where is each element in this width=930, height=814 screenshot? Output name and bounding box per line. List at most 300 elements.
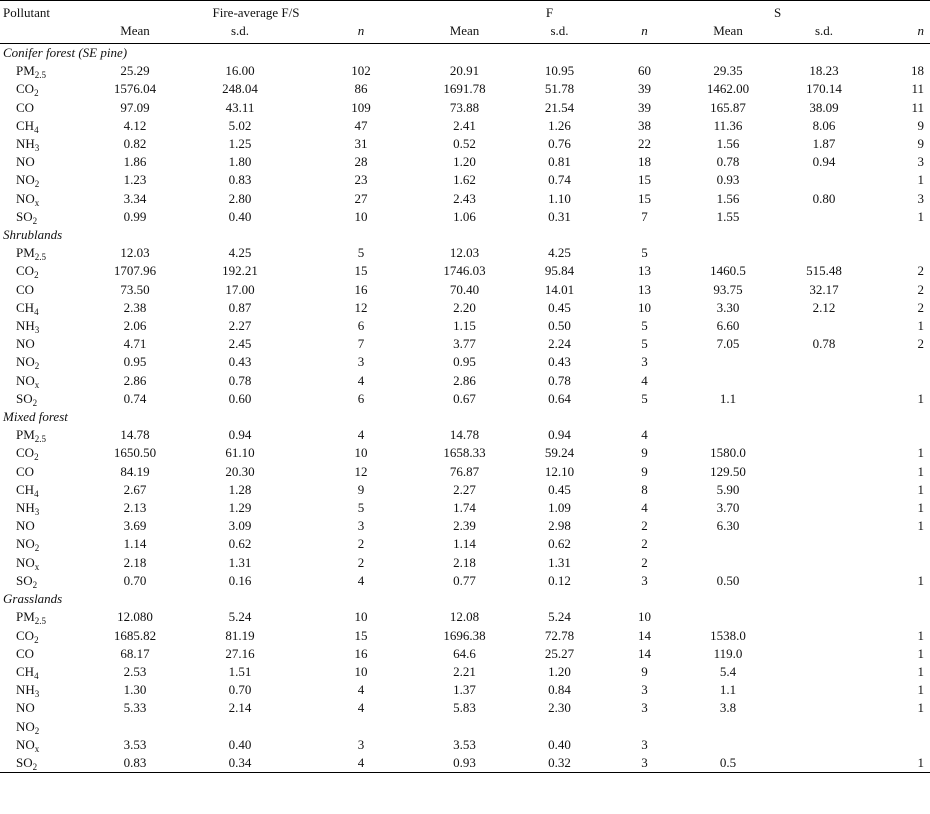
value-cell: 5: [641, 336, 648, 352]
pollutant-subscript: 2.5: [34, 70, 47, 81]
value-cell: 3: [641, 682, 648, 698]
value-cell: [874, 718, 930, 736]
value-cell: 1580.0: [710, 445, 746, 461]
section-title: Mixed forest: [3, 409, 68, 425]
section-header-row: [0, 44, 930, 63]
value-cell: 0.95: [453, 354, 476, 370]
value-cell: [774, 681, 874, 699]
value-cell: 1462.00: [706, 81, 750, 97]
value-cell: 15: [354, 627, 368, 643]
value-cell: 10: [638, 299, 652, 315]
pollutant-cell: [0, 262, 95, 280]
value-cell: 4: [357, 372, 365, 388]
value-cell: 3.53: [453, 736, 476, 752]
pollutant-name: PM: [16, 245, 35, 261]
section-header-row: [0, 226, 930, 244]
value-cell: 28: [354, 154, 368, 170]
value-cell: 2.12: [812, 299, 836, 315]
value-cell: 39: [638, 99, 652, 115]
value-cell: 68.17: [120, 645, 150, 661]
value-cell: [682, 554, 774, 572]
value-cell: 1.37: [453, 682, 476, 698]
value-cell: [874, 372, 930, 390]
value-cell: 109: [351, 99, 371, 115]
value-cell: 2.06: [123, 318, 147, 334]
value-cell: 192.21: [222, 263, 258, 279]
value-cell: [774, 627, 874, 645]
pollutant-subscript: 2: [34, 634, 39, 645]
value-cell: 7: [357, 336, 365, 352]
pollutant-cell: [0, 663, 95, 681]
pollutant-subscript: 2: [34, 270, 39, 281]
table-row: [0, 153, 930, 171]
pollutant-name: CO: [16, 81, 35, 97]
value-cell: 9: [917, 136, 925, 152]
value-cell: 97.09: [120, 99, 150, 115]
value-cell: 10: [354, 609, 368, 625]
value-cell: 2.21: [453, 663, 476, 679]
value-cell: 2: [917, 263, 925, 279]
value-cell: 1650.50: [113, 445, 157, 461]
pollutant-name: PM: [16, 63, 35, 79]
value-cell: 43.11: [225, 99, 255, 115]
pollutant-name: CO: [16, 645, 35, 661]
pollutant-subscript: 2.5: [34, 252, 47, 263]
value-cell: 1: [917, 627, 925, 643]
pollutant-cell: [0, 390, 95, 408]
pollutant-subscript: x: [34, 743, 40, 754]
pollutant-cell: [0, 117, 95, 135]
pollutant-name: NO: [16, 190, 35, 206]
value-cell: 0.16: [228, 572, 252, 588]
mean-header: Mean: [95, 23, 175, 44]
value-cell: [774, 317, 874, 335]
value-cell: 3: [357, 354, 365, 370]
value-cell: 17.00: [225, 281, 255, 297]
value-cell: 2.43: [453, 190, 476, 206]
value-cell: 2.86: [123, 372, 147, 388]
value-cell: 515.48: [806, 263, 842, 279]
pollutant-subscript: 2.5: [34, 434, 47, 445]
value-cell: 1.10: [548, 190, 571, 206]
value-cell: 93.75: [713, 281, 743, 297]
pollutant-cell: [0, 317, 95, 335]
value-cell: 5.4: [719, 663, 737, 679]
value-cell: [774, 535, 874, 553]
value-cell: 1: [917, 463, 925, 479]
value-cell: 0.83: [95, 754, 175, 773]
table-row: [0, 335, 930, 353]
value-cell: 5.24: [228, 609, 252, 625]
value-cell: 170.14: [806, 81, 842, 97]
pollutant-name: NO: [16, 372, 35, 388]
value-cell: 8.06: [812, 117, 836, 133]
value-cell: 3: [357, 518, 365, 534]
section-title: Shrublands: [3, 227, 63, 243]
value-cell: 13: [638, 263, 652, 279]
pollutant-name: SO: [16, 208, 33, 224]
value-cell: 0.32: [512, 754, 607, 773]
table-row: [0, 736, 930, 754]
value-cell: 1.20: [548, 663, 571, 679]
value-cell: 1.31: [228, 554, 252, 570]
pollutant-name: CH: [16, 117, 35, 133]
value-cell: 1: [917, 518, 925, 534]
pollutant-cell: [0, 627, 95, 645]
pollutant-cell: [0, 754, 95, 773]
mean-header: Mean: [682, 23, 774, 44]
value-cell: 1460.5: [710, 263, 746, 279]
value-cell: 2.24: [548, 336, 571, 352]
pollutant-cell: [0, 517, 95, 535]
pollutant-cell: [0, 645, 95, 663]
table-body: [0, 44, 930, 773]
value-cell: 3.69: [123, 518, 147, 534]
value-cell: 1: [917, 318, 925, 334]
value-cell: [774, 718, 874, 736]
table-row: [0, 281, 930, 299]
value-cell: 47: [354, 117, 368, 133]
pollutant-name: CH: [16, 481, 35, 497]
value-cell: 1.15: [453, 318, 476, 334]
group-header-s: S: [682, 1, 930, 24]
value-cell: 1.14: [123, 536, 147, 552]
value-cell: 95.84: [544, 263, 575, 279]
table-row: [0, 681, 930, 699]
value-cell: 14.78: [120, 427, 150, 443]
value-cell: 70.40: [449, 281, 480, 297]
value-cell: 0.60: [228, 390, 252, 406]
value-cell: 9: [641, 463, 648, 479]
value-cell: 59.24: [544, 445, 575, 461]
pollutant-cell: [0, 335, 95, 353]
pollutant-cell: [0, 281, 95, 299]
pollutant-cell: [0, 481, 95, 499]
value-cell: 1.06: [453, 208, 476, 224]
value-cell: 2.18: [123, 554, 147, 570]
value-cell: 2.67: [123, 481, 147, 497]
value-cell: 3: [641, 700, 648, 716]
table-row: [0, 372, 930, 390]
table-row: [0, 299, 930, 317]
value-cell: 0.93: [716, 172, 740, 188]
value-cell: [774, 736, 874, 754]
value-cell: 15: [638, 190, 652, 206]
value-cell: 20.91: [449, 63, 480, 79]
value-cell: 9: [917, 117, 925, 133]
value-cell: 25.27: [544, 645, 575, 661]
value-cell: 5: [641, 318, 648, 334]
group-header-fire-average: Fire-average F/S: [95, 1, 417, 24]
value-cell: 1685.82: [113, 627, 157, 643]
value-cell: 31: [354, 136, 368, 152]
value-cell: 0.45: [548, 299, 571, 315]
value-cell: 1576.04: [113, 81, 157, 97]
value-cell: 0.82: [123, 136, 147, 152]
value-cell: [682, 353, 774, 371]
value-cell: 1.87: [812, 136, 836, 152]
value-cell: 0.67: [453, 390, 476, 406]
pollutant-cell: [0, 718, 95, 736]
value-cell: 29.35: [713, 63, 743, 79]
value-cell: [682, 736, 774, 754]
pollutant-subscript: 2: [32, 579, 38, 590]
value-cell: [774, 171, 874, 189]
sd-header: s.d.: [512, 23, 607, 44]
value-cell: 1: [917, 700, 925, 716]
value-cell: 14.01: [544, 281, 575, 297]
value-cell: 4.12: [123, 117, 147, 133]
table-row: [0, 117, 930, 135]
value-cell: 0.74: [548, 172, 571, 188]
value-cell: 0.43: [228, 354, 252, 370]
header-row-groups: [0, 1, 930, 24]
pollutant-name: NO: [16, 736, 35, 752]
value-cell: 3: [917, 154, 925, 170]
table-row: [0, 627, 930, 645]
pollutant-subscript: 2.5: [34, 616, 47, 627]
pollutant-subscript: 2: [34, 88, 39, 99]
table-row: [0, 517, 930, 535]
pollutant-cell: [0, 190, 95, 208]
value-cell: 10: [354, 208, 368, 224]
pollutant-subscript: 2: [32, 397, 38, 408]
pollutant-subscript: x: [34, 197, 40, 208]
value-cell: 1.51: [228, 663, 252, 679]
value-cell: 21.54: [544, 99, 575, 115]
value-cell: 3.70: [716, 500, 740, 516]
table-row: [0, 699, 930, 717]
value-cell: 1: [917, 172, 925, 188]
value-cell: 0.78: [716, 154, 740, 170]
value-cell: 1: [917, 663, 925, 679]
value-cell: 3: [607, 754, 682, 773]
value-cell: 0.62: [548, 536, 571, 552]
value-cell: 15: [638, 172, 652, 188]
value-cell: 0.52: [453, 136, 476, 152]
pollutant-cell: [0, 153, 95, 171]
value-cell: 12.08: [449, 609, 480, 625]
value-cell: 5.90: [716, 481, 740, 497]
value-cell: 1.23: [123, 172, 147, 188]
value-cell: 11.36: [713, 117, 743, 133]
value-cell: 0.94: [228, 427, 252, 443]
value-cell: 102: [351, 63, 371, 79]
pollutant-name: NO: [16, 172, 35, 188]
table-row: [0, 426, 930, 444]
table-row: [0, 353, 930, 371]
pollutant-name: NO: [16, 154, 35, 170]
pollutant-name: CO: [16, 281, 35, 297]
value-cell: 0.40: [548, 736, 571, 752]
value-cell: [874, 554, 930, 572]
pollutant-subscript: 2: [34, 543, 40, 554]
value-cell: 10: [354, 663, 368, 679]
pollutant-subscript: 3: [34, 143, 40, 154]
table-row: [0, 244, 930, 262]
value-cell: 0.84: [548, 682, 571, 698]
value-cell: [682, 718, 774, 736]
pollutant-name: SO: [16, 572, 33, 588]
value-cell: 1.09: [548, 500, 571, 516]
table-row: [0, 535, 930, 553]
value-cell: 2: [357, 536, 365, 552]
value-cell: 5: [357, 245, 365, 261]
value-cell: 2.39: [453, 518, 476, 534]
value-cell: 3: [917, 190, 925, 206]
value-cell: 12.03: [449, 245, 480, 261]
value-cell: 9: [357, 481, 365, 497]
value-cell: 16: [354, 645, 368, 661]
value-cell: 0.78: [812, 336, 836, 352]
pollutant-cell: [0, 171, 95, 189]
pollutant-subscript: 3: [34, 689, 40, 700]
value-cell: 1538.0: [710, 627, 746, 643]
pollutant-name: SO: [16, 754, 33, 770]
value-cell: [305, 718, 417, 736]
value-cell: [175, 718, 305, 736]
value-cell: 248.04: [222, 81, 258, 97]
mean-header: Mean: [417, 23, 512, 44]
value-cell: [774, 444, 874, 462]
pollutant-subscript: 3: [34, 325, 40, 336]
pollutant-cell: [0, 99, 95, 117]
table-row: [0, 645, 930, 663]
value-cell: 38.09: [809, 99, 839, 115]
pollutant-cell: [0, 681, 95, 699]
value-cell: [774, 353, 874, 371]
value-cell: 0.62: [228, 536, 252, 552]
value-cell: 0.43: [548, 354, 571, 370]
pollutant-cell: [0, 736, 95, 754]
pollutant-name: CO: [16, 463, 35, 479]
value-cell: 0.40: [228, 736, 252, 752]
value-cell: 12.03: [120, 245, 150, 261]
table-row: [0, 208, 930, 226]
value-cell: 39: [638, 81, 652, 97]
value-cell: 5.24: [548, 609, 571, 625]
value-cell: 0.87: [228, 299, 252, 315]
value-cell: 1: [874, 754, 930, 773]
value-cell: 5.02: [228, 117, 252, 133]
value-cell: 1.1: [719, 390, 737, 406]
value-cell: 1.62: [453, 172, 476, 188]
value-cell: 5.33: [123, 700, 147, 716]
value-cell: 6.60: [716, 318, 740, 334]
section-header-row: [0, 408, 930, 426]
value-cell: 1.86: [123, 154, 147, 170]
value-cell: 32.17: [809, 281, 839, 297]
value-cell: [417, 718, 512, 736]
value-cell: 2: [917, 299, 925, 315]
value-cell: 15: [354, 263, 368, 279]
value-cell: 12.10: [544, 463, 575, 479]
table-row: [0, 317, 930, 335]
value-cell: 2.14: [228, 700, 252, 716]
pollutant-cell: [0, 353, 95, 371]
pollutant-name: CO: [16, 445, 35, 461]
value-cell: 84.19: [120, 463, 150, 479]
value-cell: [512, 718, 607, 736]
pollutant-name: NH: [16, 500, 35, 516]
value-cell: 1707.96: [113, 263, 157, 279]
value-cell: 73.50: [120, 281, 150, 297]
table-row: [0, 718, 930, 736]
value-cell: 0.78: [228, 372, 252, 388]
value-cell: 14.78: [449, 427, 480, 443]
pollutant-cell: [0, 535, 95, 553]
value-cell: 2.27: [453, 481, 476, 497]
value-cell: 0.45: [548, 481, 571, 497]
value-cell: 64.6: [453, 645, 476, 661]
pollutant-name: NO: [16, 518, 35, 534]
value-cell: 1691.78: [443, 81, 486, 97]
section-title: Grasslands: [3, 591, 63, 607]
pollutant-cell: [0, 80, 95, 98]
pollutant-name: SO: [16, 390, 33, 406]
table-row: [0, 190, 930, 208]
table-row: [0, 99, 930, 117]
value-cell: 2.53: [123, 663, 147, 679]
value-cell: 10.95: [544, 63, 575, 79]
table-row: [0, 572, 930, 590]
pollutant-cell: [0, 208, 95, 226]
value-cell: 0.34: [175, 754, 305, 773]
value-cell: 2.18: [453, 554, 476, 570]
value-cell: 0.94: [548, 427, 571, 443]
value-cell: [774, 481, 874, 499]
value-cell: 1658.33: [443, 445, 486, 461]
pollutant-name: NO: [16, 700, 35, 716]
value-cell: 3: [641, 354, 648, 370]
value-cell: 1.55: [716, 208, 740, 224]
value-cell: 27: [354, 190, 368, 206]
pollutant-cell: [0, 244, 95, 262]
section-header-row: [0, 590, 930, 608]
value-cell: 0.83: [228, 172, 252, 188]
value-cell: [874, 244, 930, 262]
value-cell: 81.19: [225, 627, 255, 643]
value-cell: 2: [641, 536, 648, 552]
value-cell: [774, 572, 874, 590]
pollutant-cell: [0, 463, 95, 481]
pollutant-subscript: 3: [34, 507, 40, 518]
value-cell: 9: [641, 445, 648, 461]
pollutant-subscript: 4: [34, 488, 39, 499]
value-cell: [774, 463, 874, 481]
value-cell: [774, 244, 874, 262]
table-row: [0, 554, 930, 572]
value-cell: 0.95: [123, 354, 147, 370]
value-cell: 3.53: [123, 736, 147, 752]
value-cell: 16.00: [225, 63, 255, 79]
value-cell: 73.88: [449, 99, 480, 115]
value-cell: 4: [305, 754, 417, 773]
table-row: [0, 481, 930, 499]
value-cell: [682, 535, 774, 553]
pollutant-cell: [0, 499, 95, 517]
pollutant-subscript: 2: [34, 452, 39, 463]
value-cell: 2: [917, 281, 925, 297]
table-row: [0, 463, 930, 481]
value-cell: 6: [357, 318, 365, 334]
value-cell: [874, 535, 930, 553]
value-cell: 16: [354, 281, 368, 297]
pollutant-subscript: 2: [32, 215, 38, 226]
pollutant-cell: [0, 62, 95, 80]
value-cell: 0.94: [812, 154, 836, 170]
value-cell: 1: [917, 481, 925, 497]
